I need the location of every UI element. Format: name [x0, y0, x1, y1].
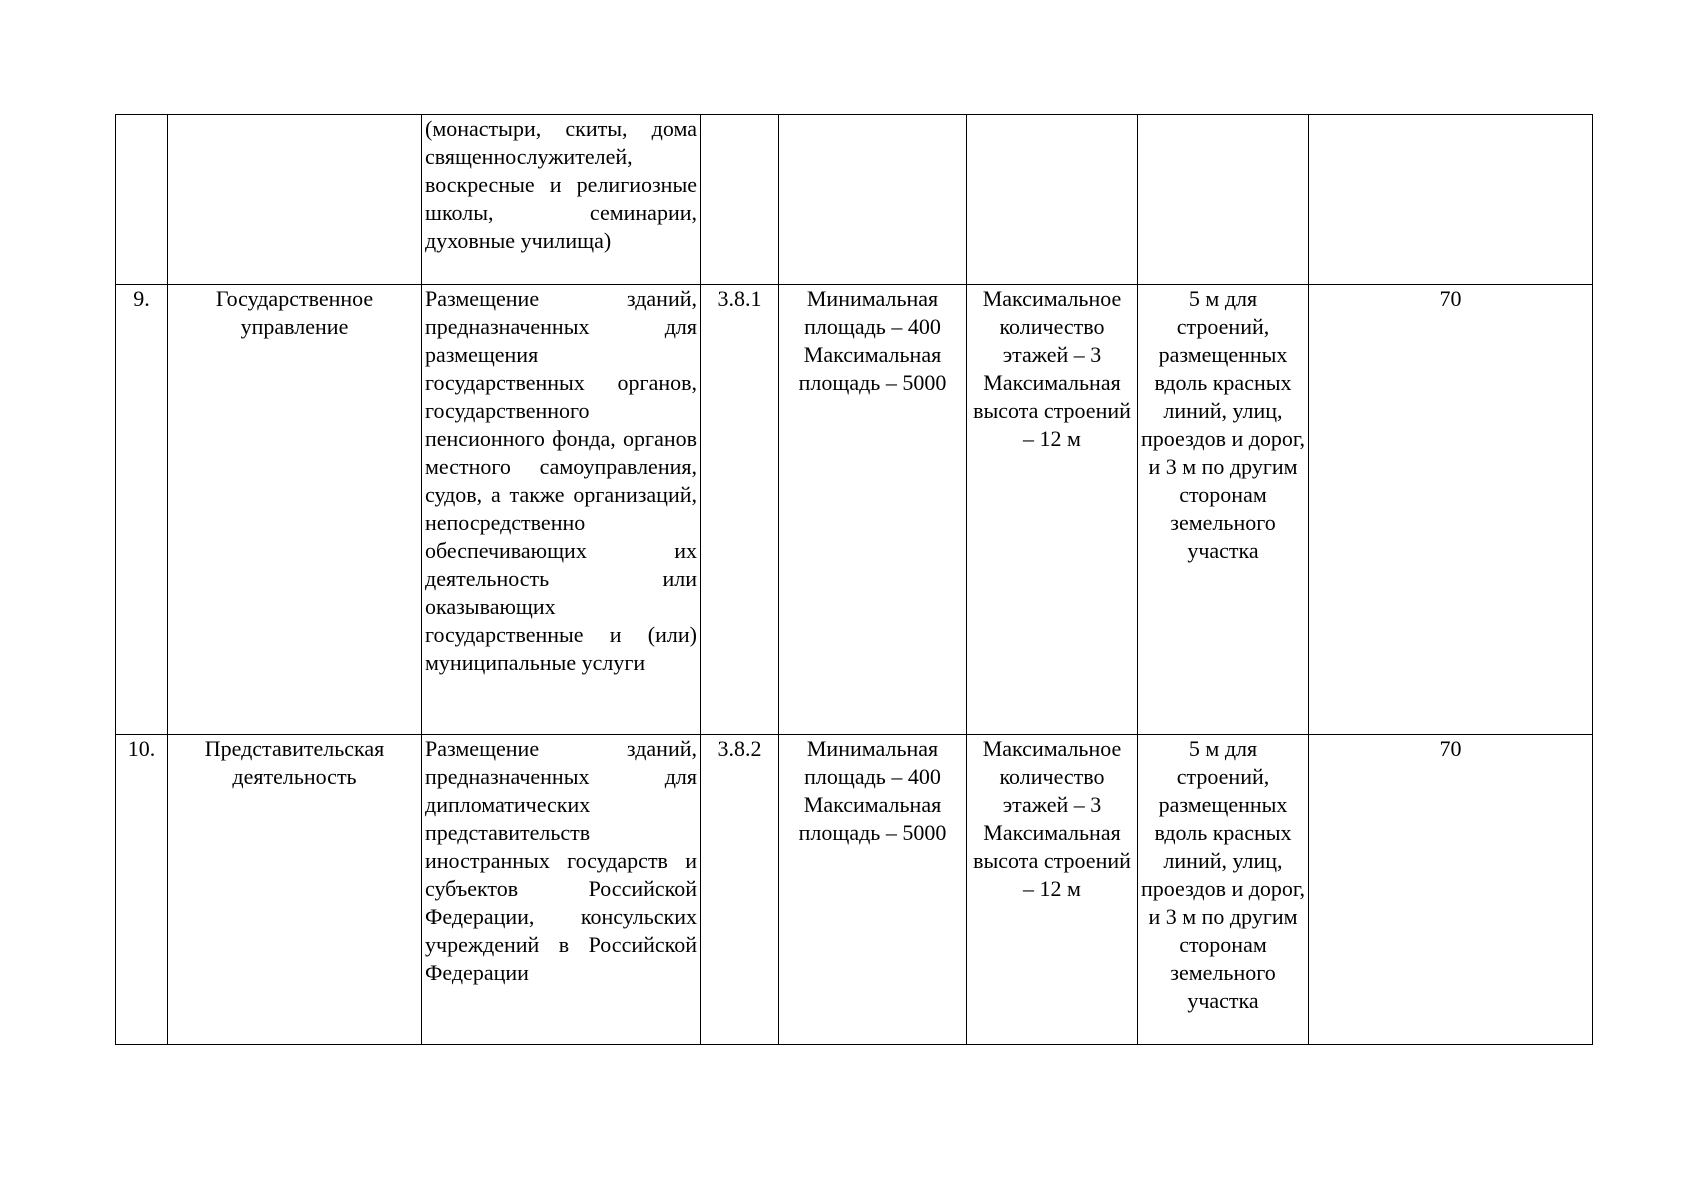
height-limits: Максимальное количество этажей – 3 Максимальная высота строений – 12 м: [967, 285, 1138, 735]
row-number: 9.: [116, 285, 168, 735]
setback-limits: [1138, 115, 1309, 285]
coverage-percent: [1309, 115, 1593, 285]
coverage-percent: 70: [1309, 285, 1593, 735]
min-area: Минимальная площадь – 400: [804, 736, 941, 789]
plot-area-limits: [779, 735, 967, 1045]
table-row: [116, 115, 1593, 285]
height-limits: Максимальное количество этажей – 3 Максимальная высота строений – 12 м: [967, 735, 1138, 1045]
setback-limits: 5 м для строений, размещенных вдоль красных линий, улиц, проездов и дорог, и 3 м по другим сторонам земельного участка: [1138, 285, 1309, 735]
height-limits: [967, 115, 1138, 285]
land-use-table: [115, 114, 1593, 1045]
table-row: [116, 285, 1593, 735]
plot-area-limits: [779, 115, 967, 285]
use-description: (монастыри, скиты, дома священнослужителей, воскресные и религиозные школы, семинарии, духовные училища): [422, 115, 701, 285]
max-area: Максимальная площадь – 5000: [798, 792, 947, 845]
use-code: [701, 115, 779, 285]
max-area: Максимальная площадь – 5000: [798, 342, 947, 395]
use-code: 3.8.2: [701, 735, 779, 1045]
row-number: [116, 115, 168, 285]
table-row: [116, 735, 1593, 1045]
use-code: 3.8.1: [701, 285, 779, 735]
coverage-percent: 70: [1309, 735, 1593, 1045]
use-description: Размещение зданий, предназначенных для дипломатических представительств иностранных государств и субъектов Российской Федерации, консульских учреждений в Российской Федерации: [422, 735, 701, 1045]
use-type-name: [168, 115, 422, 285]
use-type-name: Представительская деятельность: [168, 735, 422, 1045]
row-number: 10.: [116, 735, 168, 1045]
min-area: Минимальная площадь – 400: [804, 286, 941, 339]
plot-area-limits: [779, 285, 967, 735]
setback-limits: 5 м для строений, размещенных вдоль красных линий, улиц, проездов и дорог, и 3 м по другим сторонам земельного участка: [1138, 735, 1309, 1045]
use-description: Размещение зданий, предназначенных для размещения государственных органов, государственного пенсионного фонда, органов местного самоуправления, судов, а также организаций, непосредственно обеспечивающих их деятельность или оказывающих государственные и (или) муниципальные услуги: [422, 285, 701, 735]
use-type-name: Государственное управление: [168, 285, 422, 735]
